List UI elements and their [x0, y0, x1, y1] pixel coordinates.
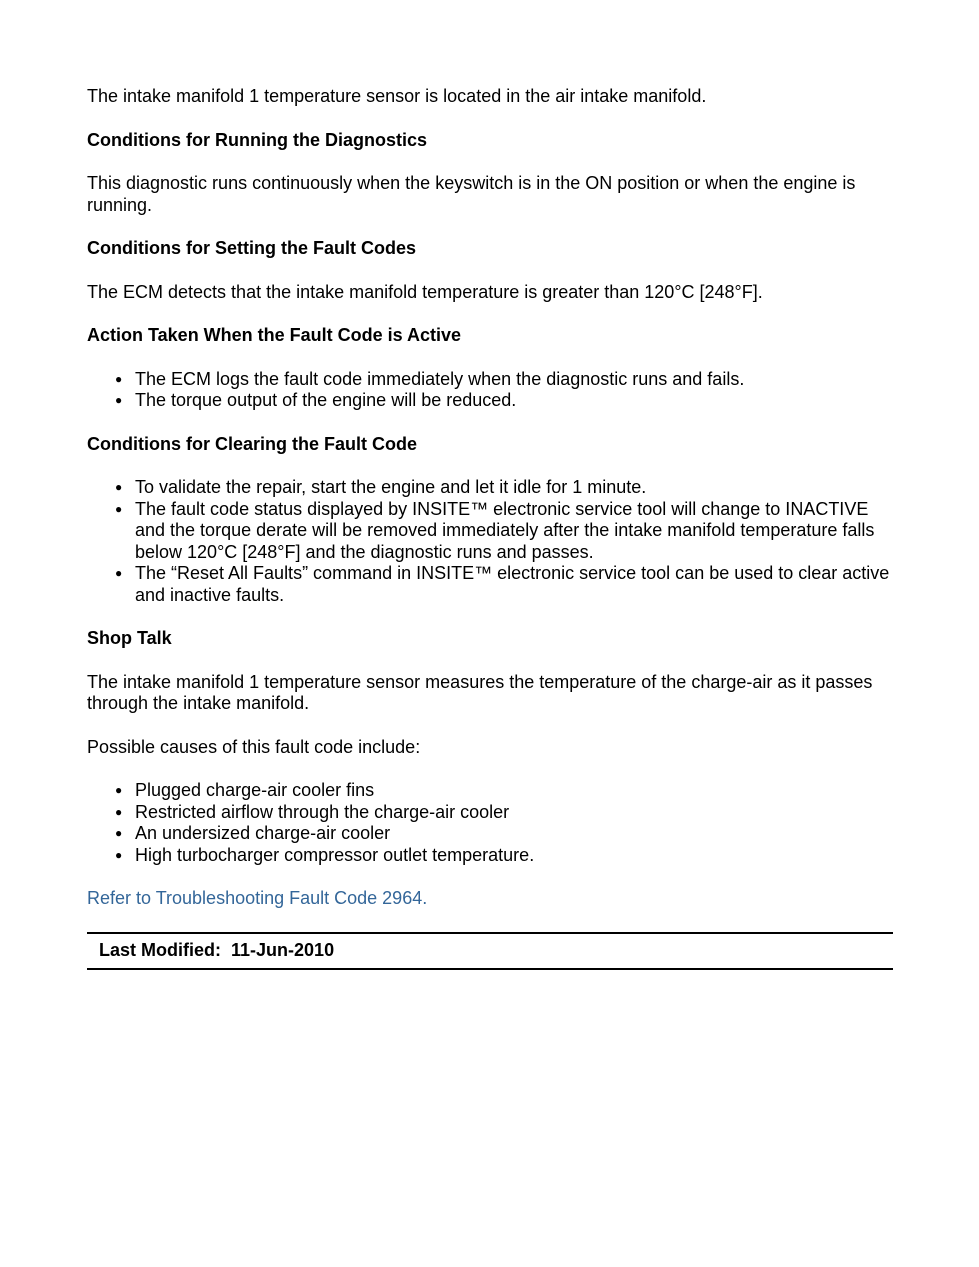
document-body — [87, 86, 893, 970]
running-heading: Conditions for Running the Diagnostics — [87, 129, 427, 150]
last-modified-date: 11-Jun-2010 — [231, 939, 335, 960]
list-item: ● The fault code status displayed by INSITE™ electronic service tool will change to INACTIVE and the torque derate will be removed immediately after the intake manifold temperature falls below 120°C [248°F] and the diagnostic runs and passes. — [115, 498, 875, 562]
list-item: ● Plugged charge-air cooler fins — [115, 780, 375, 800]
list-item: ● The torque output of the engine will be reduced. — [115, 390, 517, 410]
bullet-icon: ● — [115, 566, 123, 580]
setting-text: The ECM detects that the intake manifold temperature is greater than 120°C [248°F]. — [87, 281, 763, 302]
list-item: ● To validate the repair, start the engine and let it idle for 1 minute. — [115, 477, 647, 497]
bullet-icon: ● — [115, 480, 123, 494]
causes-list — [87, 780, 893, 866]
action-list — [87, 369, 893, 412]
last-modified-label: Last Modified: — [99, 939, 221, 960]
bullet-icon: ● — [115, 847, 123, 862]
clearing-list — [87, 477, 893, 606]
list-item: ● An undersized charge-air cooler — [115, 823, 391, 843]
shop-talk-text: The intake manifold 1 temperature sensor measures the temperature of the charge-air as it passes through the intake manifold. — [87, 671, 873, 713]
action-heading: Action Taken When the Fault Code is Active — [87, 325, 462, 345]
troubleshooting-link[interactable]: Refer to Troubleshooting Fault Code 2964. — [87, 888, 428, 908]
causes-intro: Possible causes of this fault code include: — [87, 736, 421, 757]
setting-heading: Conditions for Setting the Fault Codes — [87, 238, 416, 258]
shop-talk-heading: Shop Talk — [87, 628, 172, 648]
bullet-icon: ● — [115, 371, 123, 386]
bullet-icon: ● — [115, 826, 123, 840]
list-item: ● High turbocharger compressor outlet temperature. — [115, 844, 535, 865]
list-item: ● The “Reset All Faults” command in INSITE™ electronic service tool can be used to clear active and inactive faults. — [115, 563, 890, 605]
running-text: This diagnostic runs continuously when the keyswitch is in the ON position or when the engine is running. — [87, 173, 856, 215]
last-modified-bar — [87, 932, 893, 971]
clearing-heading: Conditions for Clearing the Fault Code — [87, 433, 417, 454]
list-item: ● The ECM logs the fault code immediately when the diagnostic runs and fails. — [115, 368, 745, 389]
list-item: ● Restricted airflow through the charge-air cooler — [115, 801, 510, 822]
reference-paragraph — [87, 888, 893, 910]
intro-text: The intake manifold 1 temperature sensor is located in the air intake manifold. — [87, 86, 707, 106]
bullet-icon: ● — [115, 393, 123, 407]
bullet-icon: ● — [115, 804, 123, 819]
bullet-icon: ● — [115, 783, 123, 797]
bullet-icon: ● — [115, 501, 123, 516]
